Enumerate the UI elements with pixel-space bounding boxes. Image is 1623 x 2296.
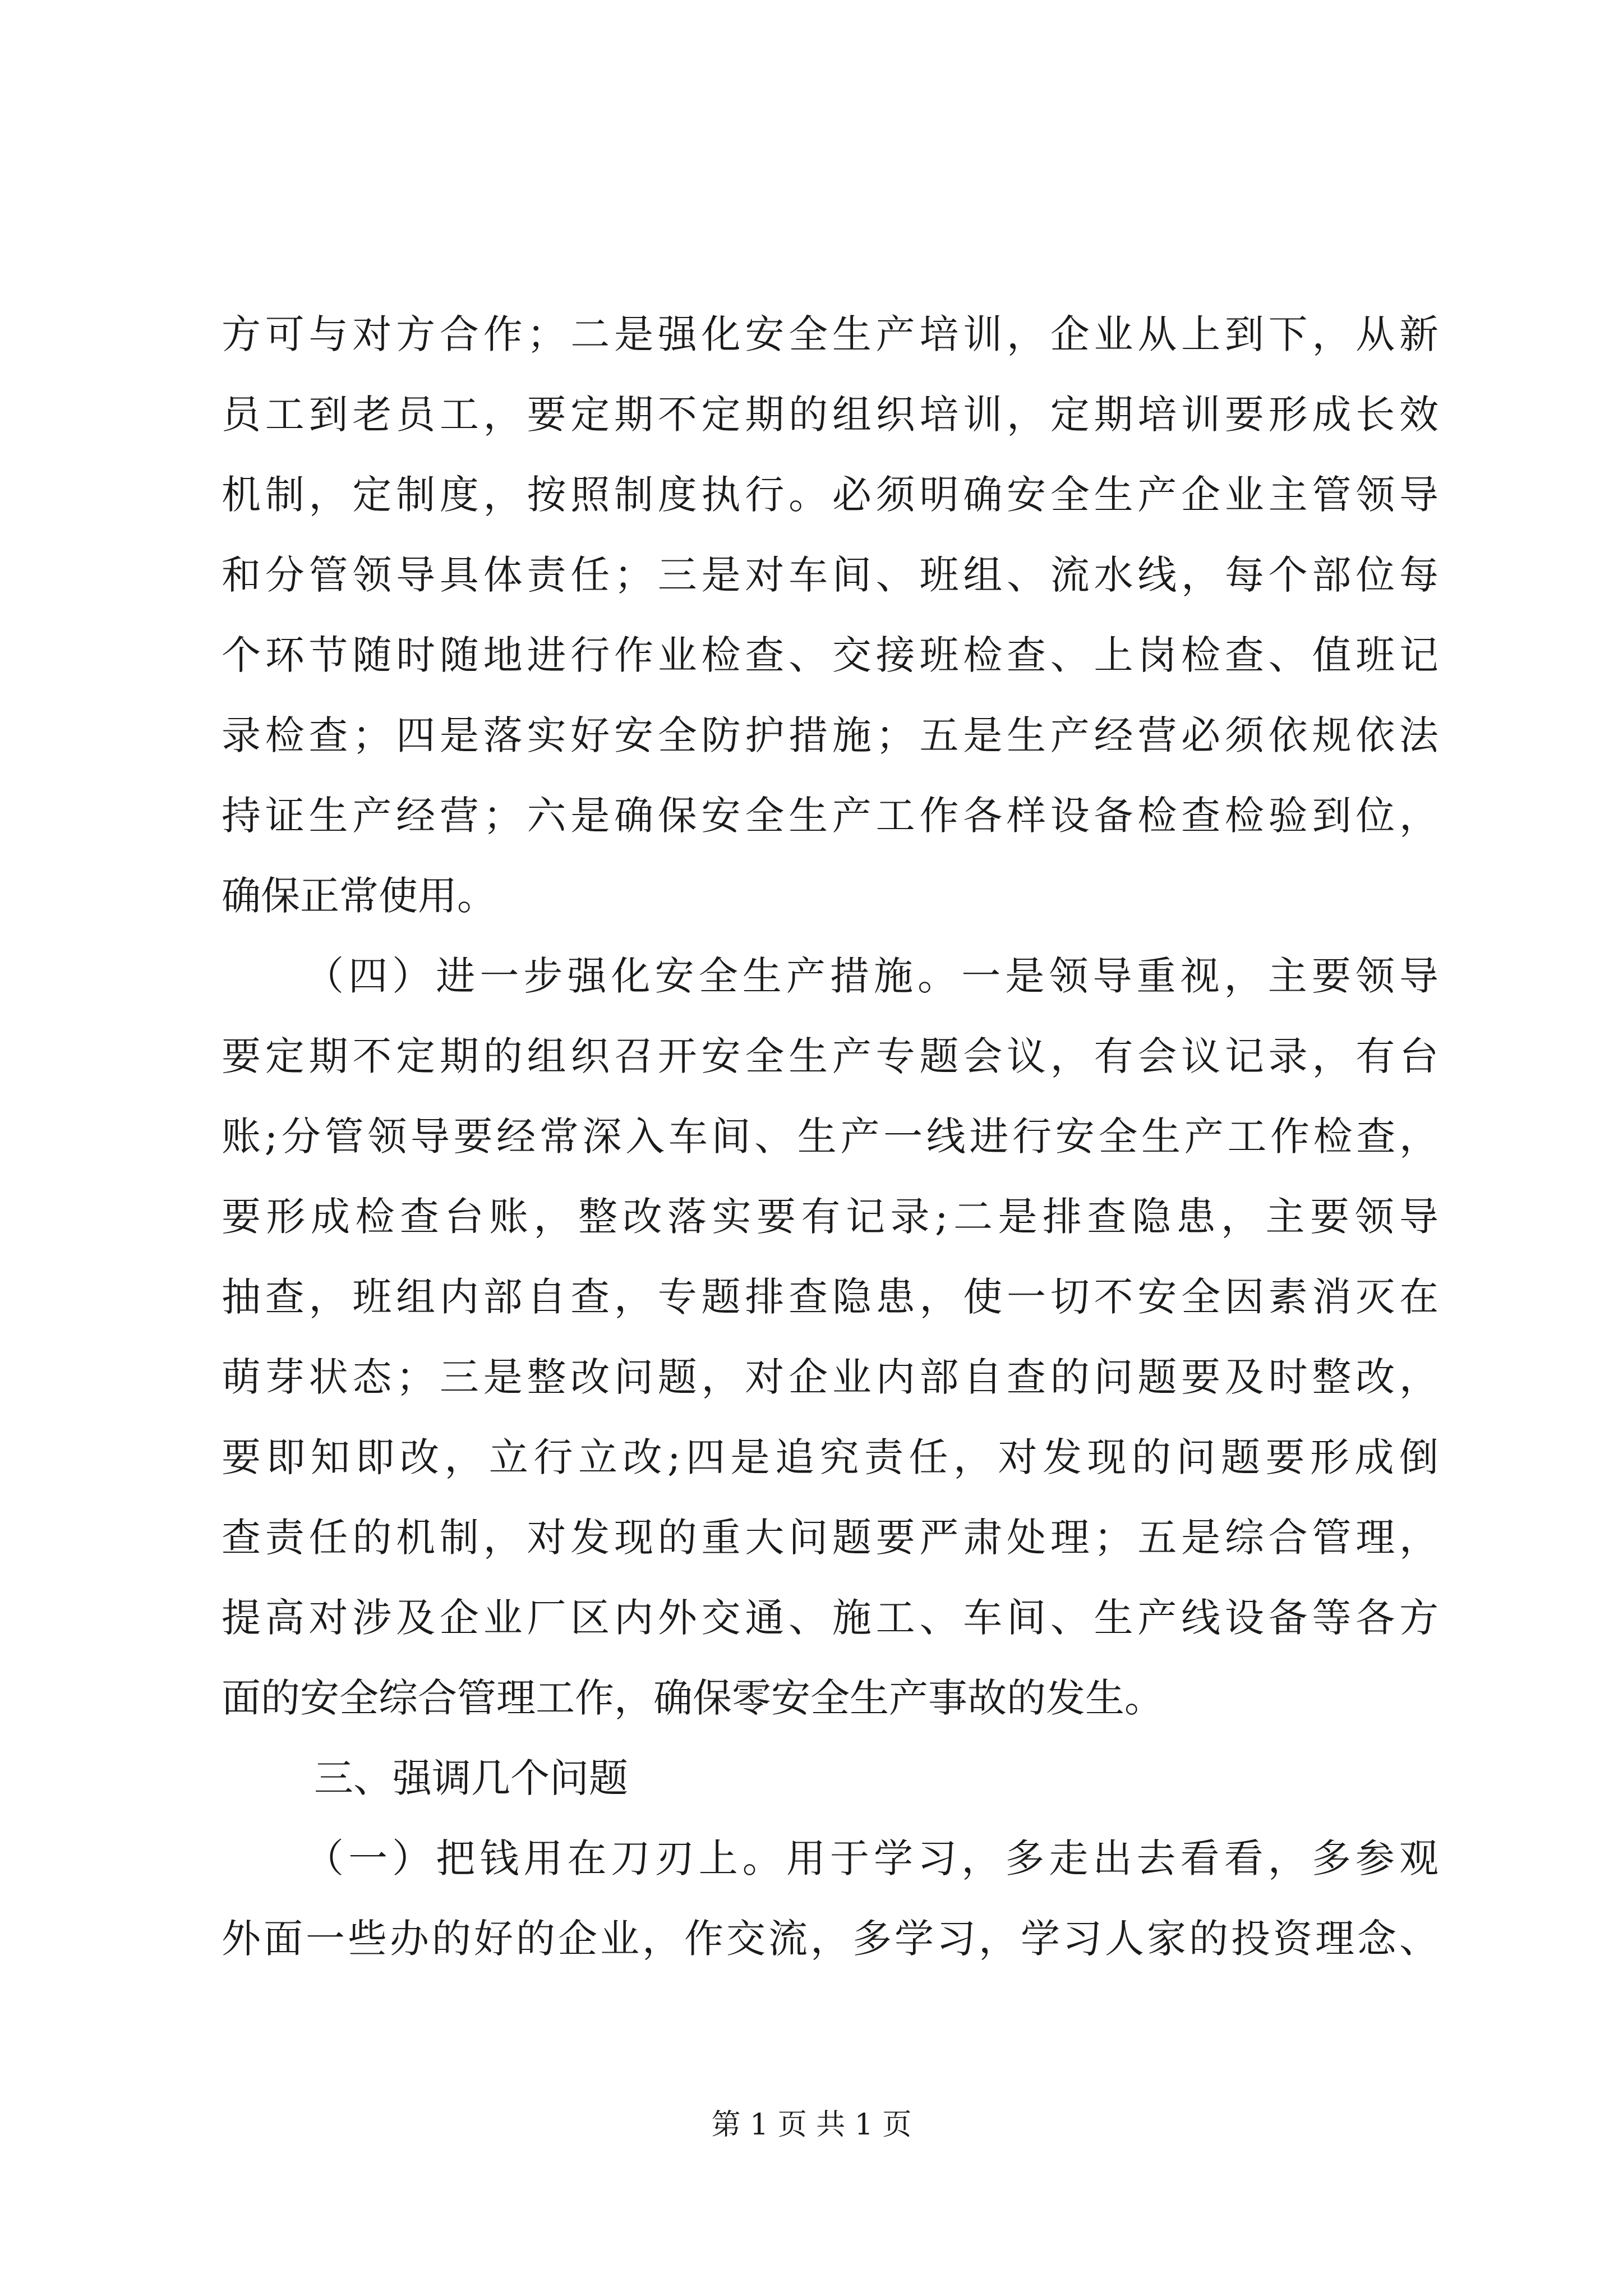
text-line: 持证生产经营；六是确保安全生产工作各样设备检查检验到位， [222,793,1438,839]
paragraph-heading-line: （一）把钱用在刀刃上。用于学习，多走出去看看，多参观 [305,1835,1438,1881]
text-line: 确保正常使用。 [222,873,496,919]
text-line: 机制，定制度，按照制度执行。必须明确安全生产企业主管领导 [222,472,1438,518]
text-line: 面的安全综合管理工作，确保零安全生产事故的发生。 [222,1675,1164,1721]
text-line: 要定期不定期的组织召开安全生产专题会议，有会议记录，有台 [222,1033,1438,1079]
section-heading: 三、强调几个问题 [314,1755,628,1801]
text-line: 外面一些办的好的企业，作交流，多学习，学习人家的投资理念、 [222,1916,1438,1962]
page-number-footer: 第 1 页 共 1 页 [711,2108,912,2142]
text-line: 萌芽状态；三是整改问题，对企业内部自查的问题要及时整改， [222,1354,1438,1400]
text-line: 查责任的机制，对发现的重大问题要严肃处理；五是综合管理， [222,1515,1438,1561]
text-line: 录检查；四是落实好安全防护措施；五是生产经营必须依规依法 [222,712,1438,758]
text-line: 账;分管领导要经常深入车间、生产一线进行安全生产工作检查， [222,1114,1438,1159]
text-line: 提高对涉及企业厂区内外交通、施工、车间、生产线设备等各方 [222,1595,1438,1641]
text-line: 抽查，班组内部自查，专题排查隐患，使一切不安全因素消灭在 [222,1274,1438,1320]
text-line: 要即知即改，立行立改;四是追究责任，对发现的问题要形成倒 [222,1434,1438,1480]
paragraph-heading-line: （四）进一步强化安全生产措施。一是领导重视，主要领导 [305,953,1438,999]
text-line: 个环节随时随地进行作业检查、交接班检查、上岗检查、值班记 [222,632,1438,678]
document-body [222,295,1438,1979]
text-line: 和分管领导具体责任；三是对车间、班组、流水线，每个部位每 [222,552,1438,598]
text-line: 员工到老员工，要定期不定期的组织培训，定期培训要形成长效 [222,392,1438,438]
text-line: 方可与对方合作；二是强化安全生产培训，企业从上到下，从新 [222,311,1438,357]
text-line: 要形成检查台账，整改落实要有记录;二是排查隐患，主要领导 [222,1194,1438,1240]
